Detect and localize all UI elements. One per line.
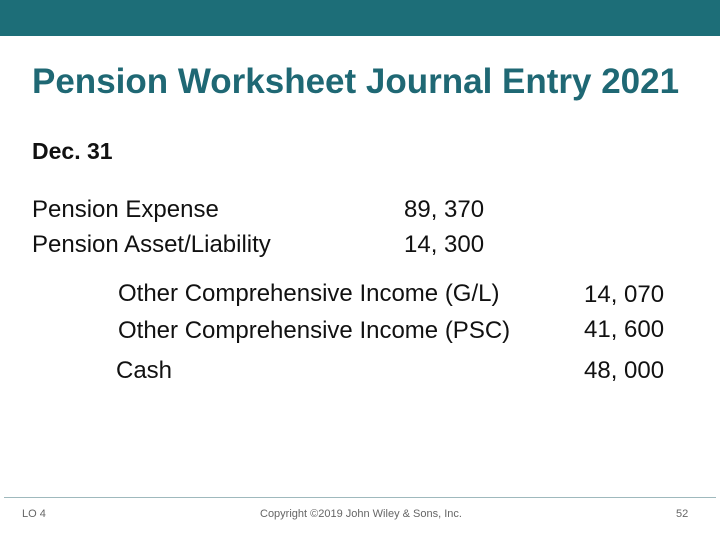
credit-amount-oci-gl: 14, 070: [584, 281, 665, 308]
page-number: 52: [676, 508, 689, 520]
credit-account-oci-psc: Other Comprehensive Income (PSC): [118, 317, 511, 344]
credit-account-oci-gl: Other Comprehensive Income (G/L): [118, 280, 500, 307]
debit-amount-pension-asset-liability: 14, 300: [404, 231, 485, 258]
debit-account-pension-expense: Pension Expense: [32, 196, 219, 223]
entry-date: Dec. 31: [32, 138, 113, 164]
copyright-text: Copyright ©2019 John Wiley & Sons, Inc.: [260, 508, 462, 520]
slide-title: Pension Worksheet Journal Entry 2021: [32, 62, 680, 101]
credit-account-cash: Cash: [116, 357, 173, 384]
header-bar: [0, 0, 720, 36]
footer-divider: [4, 497, 716, 498]
debit-account-pension-asset-liability: Pension Asset/Liability: [32, 231, 271, 258]
learning-objective-label: LO 4: [22, 508, 46, 520]
credit-amount-oci-psc: 41, 600: [584, 316, 665, 343]
debit-amount-pension-expense: 89, 370: [404, 196, 485, 223]
credit-amount-cash: 48, 000: [584, 357, 665, 384]
